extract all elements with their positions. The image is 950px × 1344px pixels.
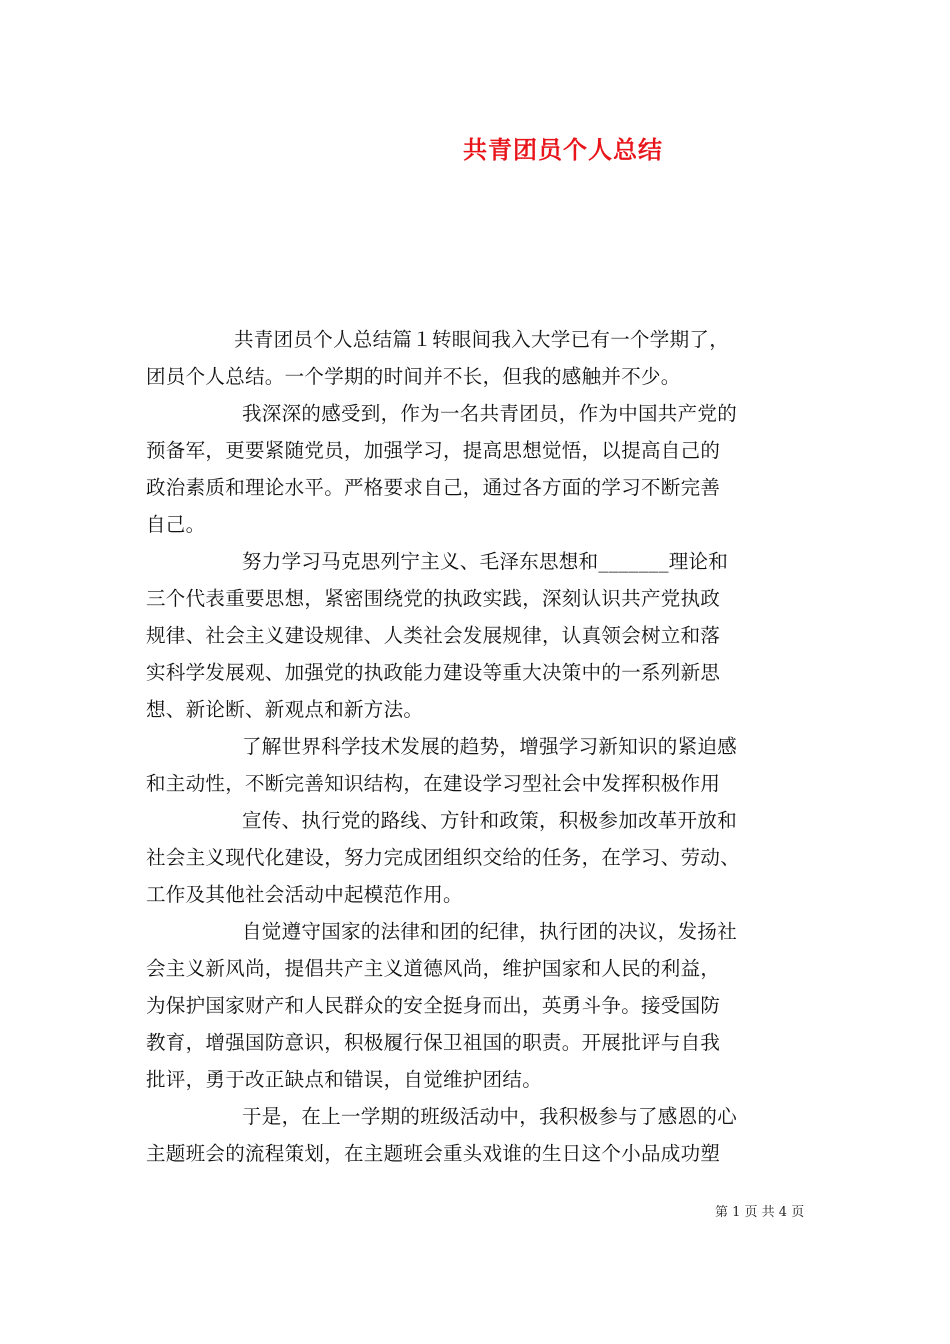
paragraph-line: 自觉遵守国家的法律和团的纪律，执行团的决议，发扬社 <box>242 920 738 943</box>
paragraph-line: 政治素质和理论水平。严格要求自己，通过各方面的学习不断完善 <box>146 476 721 499</box>
paragraph-line: 共青团员个人总结篇１转眼间我入大学已有一个学期了， <box>234 328 730 351</box>
paragraph-line: 社会主义现代化建设，努力完成团组织交给的任务，在学习、劳动、 <box>146 846 741 869</box>
paragraph-line: 教育，增强国防意识，积极履行保卫祖国的职责。开展批评与自我 <box>146 1031 721 1054</box>
paragraph-line: 批评，勇于改正缺点和错误，自觉维护团结。 <box>146 1068 543 1091</box>
paragraph-line: 为保护国家财产和人民群众的安全挺身而出，英勇斗争。接受国防 <box>146 994 721 1017</box>
paragraph-line: 会主义新风尚，提倡共产主义道德风尚，维护国家和人民的利益， <box>146 957 721 980</box>
paragraph-line: 努力学习马克思列宁主义、毛泽东思想和_______理论和 <box>242 550 729 573</box>
paragraph-line: 于是，在上一学期的班级活动中，我积极参与了感恩的心 <box>242 1105 738 1128</box>
document-body <box>146 321 814 1172</box>
paragraph-line: 主题班会的流程策划，在主题班会重头戏谁的生日这个小品成功塑 <box>146 1142 721 1165</box>
paragraph-line: 规律、社会主义建设规律、人类社会发展规律，认真领会树立和落 <box>146 624 721 647</box>
paragraph-line: 了解世界科学技术发展的趋势，增强学习新知识的紧迫感 <box>242 735 738 758</box>
paragraph-line: 我深深的感受到，作为一名共青团员，作为中国共产党的 <box>242 402 738 425</box>
paragraph-line: 预备军，更要紧随党员，加强学习，提高思想觉悟，以提高自己的 <box>146 439 721 462</box>
paragraph-line: 和主动性，不断完善知识结构，在建设学习型社会中发挥积极作用 <box>146 772 721 795</box>
document-title: 共青团员个人总结 <box>463 135 663 164</box>
paragraph-line: 自己。 <box>146 513 206 536</box>
paragraph-line: 三个代表重要思想，紧密围绕党的执政实践，深刻认识共产党执政 <box>146 587 721 610</box>
paragraph-line: 团员个人总结。一个学期的时间并不长，但我的感触并不少。 <box>146 365 681 388</box>
paragraph-line: 想、新论断、新观点和新方法。 <box>146 698 424 721</box>
page-number-footer: 第 1 页 共 4 页 <box>715 1205 805 1220</box>
paragraph-line: 宣传、执行党的路线、方针和政策，积极参加改革开放和 <box>242 809 738 832</box>
paragraph-line: 实科学发展观、加强党的执政能力建设等重大决策中的一系列新思 <box>146 661 721 684</box>
paragraph-line: 工作及其他社会活动中起模范作用。 <box>146 883 463 906</box>
